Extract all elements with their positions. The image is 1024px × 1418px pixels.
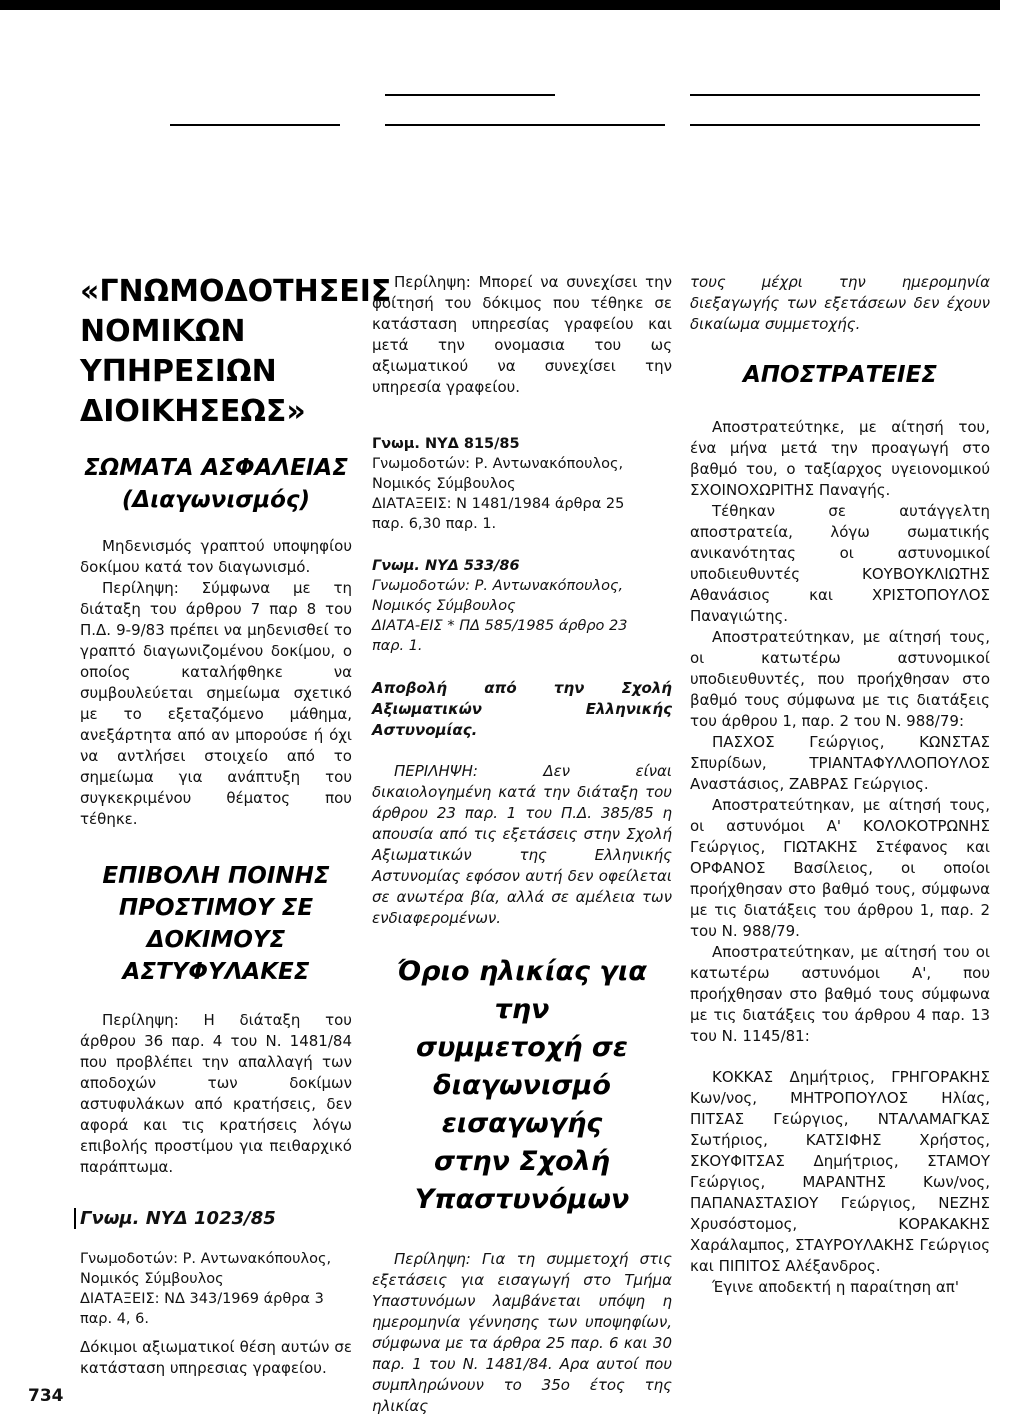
page-number: 734 [28,1386,64,1406]
reference-block: Γνωμ. ΝΥΔ 815/85 Γνωμοδοτών: Ρ. Αντωνακόπουλος, Νομικός Σύμβουλος ΔΙΑΤΑΞΕΙΣ: Ν 1481/1984 άρθρα 25 παρ. 6,30 παρ. 1. [372,436,625,532]
paragraph: Περίληψη: Σύμφωνα με τη διάταξη του άρθρου 7 παρ 8 του Π.Δ. 9-9/83 πρέπει να μηδενισθεί το γραπτό διαγωνιζομένου δοκίμου, ο οποίος καταλήφθηκε να συμβουλεύεται σημείωμα σχετικό με το εξεταζόμενο μάθημα, ανεξάρτητα από αν μπορούσε ή όχι να αντλήσει στοιχείο από το σημείωμα για ανάπτυξη του συγκεκριμένου θέματος που τέθηκε. [80,579,352,828]
page-title: «ΓΝΩΜΟΔΟΤΗΣΕΙΣ ΝΟΜΙΚΩΝ ΥΠΗΡΕΣΙΩΝ ΔΙΟΙΚΗΣΕΩΣ» [80,274,392,429]
paragraph: Περίληψη: Για τη συμμετοχή στις εξετάσεις για εισαγωγή στο Τμήμα Υπαστυνόμων λαμβάνεται υπόψη η ημερομηνία γέννησης των υποψηφίων, σύμφωνα με τα άρθρα 25 παρ. 6 και 30 παρ. 1 του Ν. 1481/84. Αρα αυτοί που συμπληρώνουν το 35ο έτος της ηλικίας [372,1250,672,1415]
reference-block: Γνωμοδοτών: Ρ. Αντωνακόπουλος, Νομικός Σύμβουλος ΔΙΑΤΑΞΕΙΣ: ΝΔ 343/1969 άρθρα 3 παρ. 4, 6. [80,1251,332,1327]
paragraph: Δόκιμοι αξιωματικοί θέση αυτών σε κατάσταση υπηρεσιας γραφείου. [80,1338,352,1377]
paragraph: Αποστρατεύτηκαν, με αίτησή τους, οι κατωτέρω αστυνομικοί υποδιευθυντές, που προήχθησαν στο βαθμό τους σύμφωνα με τις διατάξεις του άρθρου 1, παρ. 2 του Ν. 988/79: [690,628,990,730]
paragraph: Μηδενισμός γραπτού υποψηφίου δοκίμου κατά τον διαγωνισμό. [80,537,352,576]
header-rule-5 [690,124,980,126]
paragraph: Περίληψη: Η διάταξη του άρθρου 36 παρ. 4 του Ν. 1481/84 που προβλέπει την απαλλαγή των αποδοχών των δοκίμων αστυφυλάκων από κρατήσεις, δεν αφορά και τις κρατήσεις λόγω επιβολής προστίμου για πειθαρχικό παράπτωμα. [80,1011,352,1176]
paragraph: τους μέχρι την ημερομηνία διεξαγωγής των εξετάσεων δεν έχουν δικαίωμα συμμετοχής. [690,273,990,333]
section-heading-retirements: ΑΠΟΣΤΡΑΤΕΙΕΣ [742,362,938,388]
header-rule-1 [385,94,555,96]
column-1 [80,272,392,1379]
paragraph: Αποστρατεύτηκε, με αίτησή του, ένα μήνα μετά την προαγωγή στο βαθμό του, ο ταξίαρχος υγειονομικού ΣΧΟΙΝΟΧΩΡΙΤΗΣ Παναγής. [690,418,990,499]
paragraph: Αποστρατεύτηκαν, με αίτησή του οι κατωτέρω αστυνόμοι Α', που προήχθησαν στο βαθμό τους σύμφωνα με τις διατάξεις του άρθρου 4 παρ. 13 του Ν. 1145/81: [690,943,990,1045]
subheading: Αποβολή από την Σχολή Αξιωματικών Ελληνικής Αστυνομίας. [372,679,672,739]
ref-heading: Γνωμ. ΝΥΔ 1023/85 [74,1208,352,1229]
reference-block: Γνωμ. ΝΥΔ 533/86 Γνωμοδοτών: Ρ. Αντωνακόπουλος, Νομικός Σύμβουλος ΔΙΑΤΑ-ΕΙΣ * ΠΔ 585/1985 άρθρο 23 παρ. 1. [372,558,628,654]
header-rule-3 [170,124,340,126]
section-heading-security: ΣΩΜΑΤΑ ΑΣΦΑΛΕΙΑΣ (Διαγωνισμός) [84,455,348,513]
names-list: ΚΟΚΚΑΣ Δημήτριος, ΓΡΗΓΟΡΑΚΗΣ Κων/νος, ΜΗΤΡΟΠΟΥΛΟΣ Ηλίας, ΠΙΤΣΑΣ Γεώργιος, ΝΤΑΛΑΜΑΓΚΑΣ Σωτήριος, ΚΑΤΣΙΦΗΣ Χρήστος, ΣΚΟΥΦΙΤΣΑΣ Δημήτριος, ΣΤΑΜΟΥ Γεώργιος, ΜΑΡΑΝΤΗΣ Κων/νος, ΠΑΠΑΝΑΣΤΑΣΙΟΥ Γεώργιος, ΝΕΖΗΣ Χρυσόστομος, ΚΟΡΑΚΑΚΗΣ Χαράλαμπος, ΣΤΑΥΡΟΥΛΑΚΗΣ Γεώργιος και ΠΙΠΙΤΟΣ Αλέξανδρος. [690,1068,990,1275]
names-list: ΠΑΣΧΟΣ Γεώργιος, ΚΩΝΣΤΑΣ Σπυρίδων, ΤΡΙΑΝΤΑΦΥΛΛΟΠΟΥΛΟΣ Αναστάσιος, ΖΑΒΡΑΣ Γεώργιος. [690,733,990,793]
column-2 [372,272,672,1417]
paragraph: Περίληψη: Μπορεί να συνεχίσει την φοίτησή του δόκιμος που τέθηκε σε κατάσταση υπηρεσίας γραφείου και μετά την ονομασια του ως αξιωματικού να συνεχίσει την υπηρεσία γραφείου. [372,273,672,396]
section-heading-age-limit: Όριο ηλικίας για την συμμετοχή σε διαγωνισμό εισαγωγής στην Σχολή Υπαστυνόμων [397,956,647,1215]
header-rule-4 [385,124,665,126]
paragraph: ΠΕΡΙΛΗΨΗ: Δεν είναι δικαιολογημένη κατά την διάταξη του άρθρου 23 παρ. 1 του Π.Δ. 385/85 η απουσία από τις εξετάσεις στην Σχολή Αξιωματικών της Ελληνικής Αστυνομίας εφόσον αυτή δεν οφείλεται σε ανωτέρα βία, αλλά σε αμέλεια των ενδιαφερομένων. [372,762,672,927]
section-heading-fine: ΕΠΙΒΟΛΗ ΠΟΙΝΗΣ ΠΡΟΣΤΙΜΟΥ ΣΕ ΔΟΚΙΜΟΥΣ ΑΣΤΥΦΥΛΑΚΕΣ [102,863,330,985]
column-3 [690,272,990,1298]
paragraph: Έγινε αποδεκτή η παραίτηση απ' [712,1278,959,1296]
paragraph: Αποστρατεύτηκαν, με αίτησή τους, οι αστυνόμοι Α' ΚΟΛΟΚΟΤΡΩΝΗΣ Γεώργιος, ΓΙΩΤΑΚΗΣ Στέφανος και ΟΡΦΑΝΟΣ Βασίλειος, οι οποίοι προήχθησαν στο βαθμό τους, σύμφωνα με τις διατάξεις του άρθρου 1, παρ. 2 του Ν. 988/79. [690,796,990,940]
top-black-bar [0,0,1000,10]
paragraph: Τέθηκαν σε αυτάγγελτη αποστρατεία, λόγω σωματικής ανικανότητας οι αστυνομικοί υποδιευθυντές ΚΟΥΒΟΥΚΛΙΩΤΗΣ Αθανάσιος και ΧΡΙΣΤΟΠΟΥΛΟΣ Παναγιώτης. [690,502,990,625]
header-rule-2 [690,94,980,96]
